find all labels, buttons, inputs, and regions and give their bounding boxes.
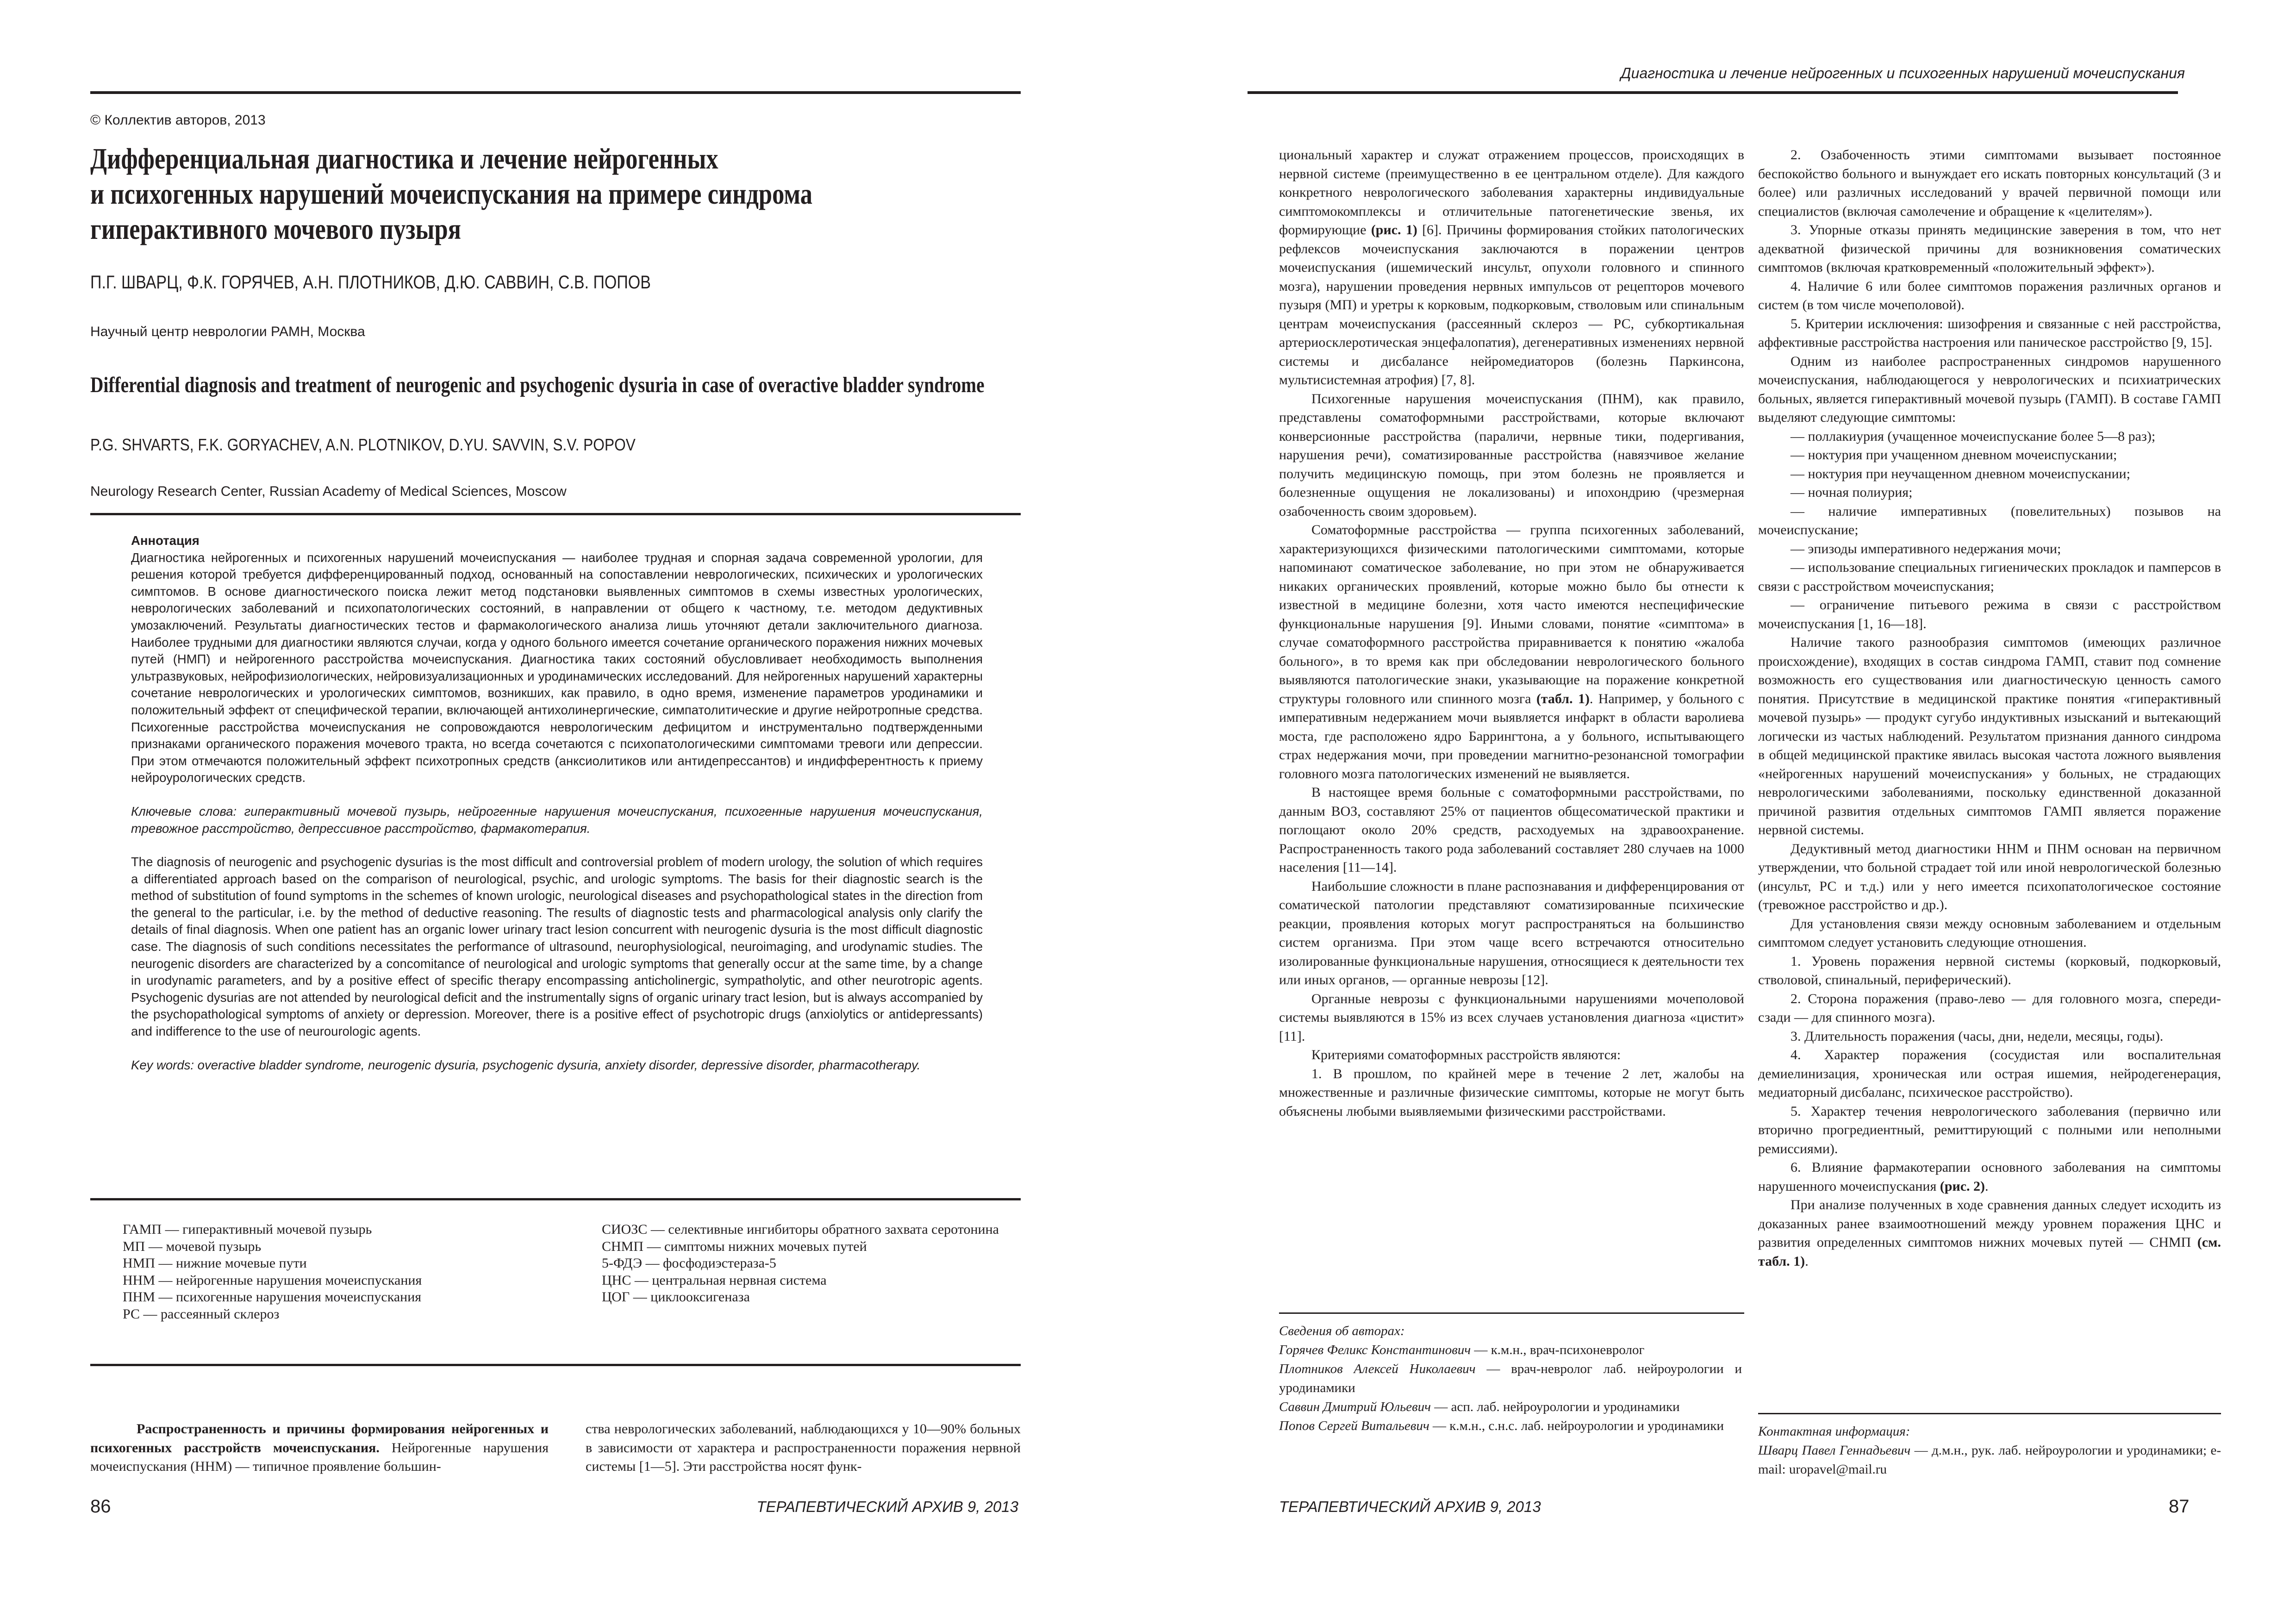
symptom-item: — поллакиурия (учащенное мочеиспускание более 5—8 раз); <box>1791 428 2156 444</box>
keywords-ru: Ключевые слова: гиперактивный мочевой пузырь, нейрогенные нарушения мочеиспускания, психогенные нарушения мочеиспускания, тревожное расстройство, депрессивное расстройство, фармакотерапия. <box>131 804 983 836</box>
body-column-2 <box>586 1420 1021 1476</box>
paragraph: В настоящее время больные с соматоформными расстройствами, по данным ВОЗ, составляют 25% от пациентов общесоматической практики и поглощают около 20% средств, расходуемых на здравоохранение. Распространенность такого рода заболеваний составляет 280 случаев на 1000 населения [11—14]. <box>1279 785 1744 875</box>
relation-item: 6. Влияние фармакотерапии основного заболевания на симптомы нарушенного мочеиспускания (рис. 2). <box>1758 1160 2221 1194</box>
journal-footer: ТЕРАПЕВТИЧЕСКИЙ АРХИВ 9, 2013 <box>756 1498 1018 1515</box>
contact-heading: Контактная информация: <box>1758 1424 1910 1439</box>
symptom-item: — ноктурия при неучащенном дневном мочеиспускании; <box>1791 466 2130 481</box>
paragraph: циональный характер и служат отражением процессов, происходящих в нервной системе (преимущественно в ее центральном отделе). Для каждого конкретного неврологического заболевания характерны индивидуальные симптомокомплексы и отличительные патогенетические звенья, их формирующие (рис. 1) [6]. Причины формирования стойких патологических рефлексов мочеиспускания заключаются в поражении центров мочеиспускания (ишемический инсульт, опухоли головного и спинного мозга), нарушении проведения нервных импульсов от рецепторов мочевого пузыря (МП) и уретры к корковым, подкорковым, стволовым или спинальным центрам мочеиспускания (рассеянный склероз — РС, субкортикальная артериосклеротическая энцефалопатия), дегенеративных изменениях нервной системы и дисбалансе нейромедиаторов (болезнь Паркинсона, мультисистемная атрофия) [7, 8]. <box>1279 147 1745 387</box>
abbreviation-item: ННМ — нейрогенные нарушения мочеиспускания <box>123 1272 422 1288</box>
author-entry: Саввин Дмитрий Юльевич — асп. лаб. нейроурологии и уродинамики <box>1279 1399 1680 1414</box>
section-heading: Распространенность и причины формирования нейрогенных и психогенных расстройств мочеиспускания. <box>90 1421 549 1455</box>
relation-item: 3. Длительность поражения (часы, дни, недели, месяцы, годы). <box>1791 1028 2164 1044</box>
author-entry: Горячев Феликс Константинович — к.м.н., врач-психоневролог <box>1279 1343 1645 1357</box>
abbreviation-item: РС — рассеянный склероз <box>123 1306 280 1322</box>
contact-entry: Шварц Павел Геннадьевич — д.м.н., рук. лаб. нейроурологии и уродинамики; e-mail: uropavel@mail.ru <box>1758 1443 2221 1477</box>
journal-footer: ТЕРАПЕВТИЧЕСКИЙ АРХИВ 9, 2013 <box>1279 1498 1541 1515</box>
paragraph: Наибольшие сложности в плане распознавания и дифференцирования от соматической патологии представляют соматизированные психические реакции, проявления которых могут распространяться на большинство систем организма. При этом чаще всего встречаются относительно изолированные функциональные нарушения, относящиеся к деятельности тех или иных органов, — органные неврозы [12]. <box>1279 878 1744 987</box>
criteria-item: 1. В прошлом, по крайней мере в течение 2 лет, жалобы на множественные и различные физические симптомы, которые не могут быть объяснены любыми выявляемыми физическими расстройствами. <box>1279 1066 1744 1119</box>
title-line: Дифференциальная диагностика и лечение нейрогенных <box>90 142 718 175</box>
symptom-item: — наличие императивных (повелительных) позывов на мочеиспускание; <box>1758 503 2221 537</box>
relation-item: 4. Характер поражения (сосудистая или воспалительная демиелинизация, хроническая или острая ишемия, нейродегенерация, медиаторный дисбаланс, психическое расстройство). <box>1758 1047 2221 1100</box>
table-ref: (см. табл. 1) <box>1758 1235 2221 1269</box>
symptom-item: — ограничение питьевого режима в связи с расстройством мочеиспускания [1, 16—18]. <box>1758 597 2221 631</box>
page-number: 86 <box>90 1496 111 1517</box>
page-number: 87 <box>2169 1496 2190 1517</box>
affiliation-en: Neurology Research Center, Russian Academy of Medical Sciences, Moscow <box>90 484 567 499</box>
abstract-en: The diagnosis of neurogenic and psychogenic dysurias is the most difficult and controversial problem of modern urology, the solution of which requires a differentiated approach based on the comparison of neurological, psychic, and urologic symptoms. The basis for their diagnostic search is the method of substitution of found symptoms in the schemes of known urologic, neurological diseases and psychopathological states in the direction from the general to the particular, i.e. by the method of deductive reasoning. The results of diagnostic tests and pharmacological analysis only clarify the details of final diagnosis. When one patient has an organic lower urinary tract lesion concurrent with neurogenic dysuria is the most difficult diagnostic case. The diagnosis of such conditions necessitates the performance of ultrasound, neurophysiological, neuroimaging, and urodynamic studies. The neurogenic disorders are characterized by a concomitance of neurological and urologic symptoms that generally occur at the same time, by a change in urodynamic parameters, and by a positive effect of specific therapy encompassing anticholinergic, sympatholytic, and other neurotropic agents. Psychogenic dysurias are not attended by neurological deficit and the instrumentally signs of organic urinary tract lesion, but is always accompanied by the psychopathological symptoms of anxiety or depression. Moreover, there is a positive effect of psychotropic drugs (anxiolytics or antidepressants) and indifference to the use of neurourologic agents. <box>131 855 983 1039</box>
body-column-1 <box>1279 146 1744 1121</box>
top-rule <box>90 91 1021 94</box>
criteria-item: 3. Упорные отказы принять медицинские заверения в том, что нет адекватной физической причины для возникновения соматических симптомов (включая кратковременный «положительный эффект»). <box>1758 222 2221 275</box>
body-text: Нейрогенные нарушения мочеиспускания (ННМ) — типичное проявление большин- <box>90 1440 549 1474</box>
abbreviation-item: НМП — нижние мочевые пути <box>123 1255 307 1271</box>
authors-info-rule <box>1279 1312 1744 1314</box>
abbreviation-item: МП — мочевой пузырь <box>123 1238 262 1254</box>
keywords-en: Key words: overactive bladder syndrome, neurogenic dysuria, psychogenic dysuria, anxiety disorder, depressive disorder, pharmacotherapy. <box>131 1057 921 1072</box>
top-rule <box>1248 91 2178 94</box>
paragraph: Органные неврозы с функциональными нарушениями мочеполовой системы выявляются в 15% из всех случаев установления диагноза «цистит» [11]. <box>1279 991 1744 1044</box>
running-head: Диагностика и лечение нейрогенных и психогенных нарушений мочеиспускания <box>1621 65 2185 81</box>
abstract-heading: Аннотация <box>131 533 200 548</box>
abbreviations-list-right <box>602 1221 1018 1306</box>
authors-en: P.G. SHVARTS, F.K. GORYACHEV, A.N. PLOTNIKOV, D.YU. SAVVIN, S.V. POPOV <box>90 435 636 454</box>
author-entry: Плотников Алексей Николаевич — врач-невролог лаб. нейроурологии и уродинамики <box>1279 1362 1742 1395</box>
criteria-item: 4. Наличие 6 или более симптомов поражения различных органов и систем (в том числе мочеполовой). <box>1758 278 2221 312</box>
abbreviation-item: 5-ФДЭ — фосфодиэстераза-5 <box>602 1255 776 1271</box>
symptom-item: — ночная полиурия; <box>1791 485 1913 500</box>
copyright-line: © Коллектив авторов, 2013 <box>90 112 266 128</box>
relation-item: 2. Сторона поражения (право-лево — для головного мозга, спереди-сзади — для спинного мозга). <box>1758 991 2221 1025</box>
paragraph: Одним из наиболее распространенных синдромов нарушенного мочеиспускания, наблюдающегося у неврологических и психиатрических больных, является гиперактивный мочевой пузырь (ГАМП). В составе ГАМП выделяют следующие симптомы: <box>1758 353 2221 425</box>
title-line: гиперактивного мочевого пузыря <box>90 212 462 245</box>
abbreviation-item: ЦОГ — циклооксигеназа <box>602 1289 750 1305</box>
article-title-en: Differential diagnosis and treatment of neurogenic and psychogenic dysuria in case of overactive bladder syndrome <box>90 373 985 397</box>
affiliation-ru: Научный центр неврологии РАМН, Москва <box>90 324 365 339</box>
symptom-item: — эпизоды императивного недержания мочи; <box>1791 541 2061 556</box>
abbreviation-item: ГАМП — гиперактивный мочевой пузырь <box>123 1222 372 1237</box>
paragraph: При анализе полученных в ходе сравнения данных следует исходить из доказанных ранее взаимоотношений между уровнем поражения ЦНС и развития определенных симптомов нижних мочевых путей — СНМП (см. табл. 1). <box>1758 1197 2221 1269</box>
page-87 <box>1148 0 2296 1624</box>
abstract-bottom-rule <box>90 1198 1021 1200</box>
paragraph: Дедуктивный метод диагностики ННМ и ПНМ основан на первичном утверждении, что больной страдает той или иной неврологической болезнью (инсульт, РС и т.д.) или у него имеется психопатологическое состояние (тревожное расстройство и др.). <box>1758 841 2221 912</box>
contact-info <box>1758 1422 2221 1479</box>
table-ref: (табл. 1) <box>1536 691 1590 706</box>
relation-item: 1. Уровень поражения нервной системы (корковый, подкорковый, стволовой, спинальный, периферический). <box>1758 953 2221 987</box>
paragraph: Наличие такого разнообразия симптомов (имеющих различное происхождение), входящих в состав синдрома ГАМП, ставит под сомнение возможность его существования или диагностическую ценность самого понятия. Присутствие в медицинской практике понятия «гиперактивный мочевой пузырь» — продукт сугубо индуктивных изысканий и вытекающий логически из частых наблюдений. Результатом признания данного синдрома в общей медицинской практике явилась высокая частота ложного выявления «нейрогенных нарушений мочеиспускания» у больных, не страдающих неврологическими заболеваниями, поскольку единственной доказанной причиной развития отдельных симптомов ГАМП является поражение нервной системы. <box>1758 635 2221 837</box>
body-column-2 <box>1758 146 2221 1271</box>
authors-info-heading: Сведения об авторах: <box>1279 1324 1405 1338</box>
paragraph: Психогенные нарушения мочеиспускания (ПНМ), как правило, представлены соматоформными расстройствами, которые включают конверсионные расстройства (параличи, нервные тики, подергивания, нарушения речи), соматизированные расстройства (навязчивое желание получить медицинскую помощь, при этом болезнь не проявляется и болезненные ощущения не локализованы) и ипохондрию (чрезмерная озабоченность своим здоровьем). <box>1279 391 1744 519</box>
abstract-ru: Диагностика нейрогенных и психогенных нарушений мочеиспускания — наиболее трудная и спорная задача современной урологии, для решения которой требуется дифференцированный подход, основанный на сопоставлении неврологических, психических и урологических симптомов. В основе диагностического поиска лежит метод подстановки выявленных симптомов в схемы известных урологических, неврологических заболеваний и психопатологических состояний, в направлении от общего к частному, т.е. методом дедуктивных умозаключений. Результаты диагностических тестов и фармакологического анализа лишь уточняют детали заключительного диагноза. Наиболее трудными для диагностики являются случаи, когда у одного больного имеется сочетание органического поражения нижних мочевых путей (НМП) и нейрогенного расстройства мочеиспускания. Диагностика таких состояний обусловливает необходимость выполнения ультразвуковых, нейрофизиологических, нейровизуализационных и уродинамических исследований. Для нейрогенных нарушений характерны сочетание неврологических и урологических симптомов, возникших, как правило, в одно время, изменение параметров уродинамики и положительный эффект от специфической терапии, включающей антихолинергические, симпатолитические и другие нейротропные средства. Психогенные расстройства мочеиспускания не сопровождаются неврологическим дефицитом и инструментально подтвержденными признаками органического поражения мочевого тракта, но всегда сочетаются с психопатологическими симптомами тревоги или депрессии. При этом отмечаются положительный эффект психотропных средств (анксиолитиков или антидепрессантов) и индифферентность к приему нейроурологических средств. <box>131 550 983 785</box>
abbreviation-item: ПНМ — психогенные нарушения мочеиспускания <box>123 1289 422 1305</box>
abbreviation-item: СНМП — симптомы нижних мочевых путей <box>602 1238 867 1254</box>
abbreviation-item: СИОЗС — селективные ингибиторы обратного захвата серотонина <box>602 1222 999 1237</box>
title-line: и психогенных нарушений мочеиспускания на примере синдрома <box>90 177 812 210</box>
body-text: ства неврологических заболеваний, наблюдающихся у 10—90% больных в зависимости от характера и распространенности поражения нервной системы [1—5]. Эти расстройства носят функ- <box>586 1421 1021 1474</box>
article-title-ru <box>90 141 1001 247</box>
abstract-block <box>131 532 983 1074</box>
contact-info-rule <box>1758 1413 2221 1414</box>
figure-ref: (рис. 2) <box>1940 1178 1985 1194</box>
criteria-item: 5. Критерии исключения: шизофрения и связанные с ней расстройства, аффективные расстройства настроения или паническое расстройство [9, 15]. <box>1758 316 2221 350</box>
symptom-item: — использование специальных гигиенических прокладок и памперсов в связи с расстройством мочеиспускания; <box>1758 560 2221 594</box>
authors-info <box>1279 1322 1742 1436</box>
symptom-item: — ноктурия при учащенном дневном мочеиспускании; <box>1791 447 2117 462</box>
paragraph: Критериями соматоформных расстройств являются: <box>1311 1047 1621 1062</box>
relation-item: 5. Характер течения неврологического заболевания (первично или вторично прогредиентный, ремиттирующий с полными или неполными ремиссиями). <box>1758 1103 2221 1156</box>
abbreviations-bottom-rule <box>90 1364 1021 1366</box>
figure-ref: (рис. 1) <box>1371 222 1417 237</box>
paragraph: Для установления связи между основным заболеванием и отдельным симптомом следует установить следующие отношения. <box>1758 916 2221 950</box>
abstract-top-rule <box>90 513 1021 515</box>
paragraph: Соматоформные расстройства — группа психогенных заболеваний, характеризующихся физическими патологическими симптомами, которые напоминают соматическое заболевание, но при этом не обнаруживается никаких органических проявлений, которые можно было бы отнести к известной в медицине болезни, хотя часто имеются неспецифические функциональные нарушения [9]. Иными словами, понятие «симптома» в случае соматоформного расстройства приравнивается к понятию «жалоба больного», в то время как при обследовании неврологического больного выявляются патологические знаки, указывающие на поражение конкретной структуры головного или спинного мозга (табл. 1). Например, у больного с императивным недержанием мочи выявляется инфаркт в области варолиева моста, где расположено ядро Баррингтона, а у больного, испытывающего страх недержания мочи, при проведении магнитно-резонансной томографии головного мозга патологических изменений не выявляется. <box>1279 522 1744 781</box>
author-entry: Попов Сергей Витальевич — к.м.н., с.н.с. лаб. нейроурологии и уродинамики <box>1279 1418 1724 1433</box>
abbreviations-list-left <box>123 1221 539 1323</box>
criteria-item: 2. Озабоченность этими симптомами вызывает постоянное беспокойство больного и вынуждает его искать повторных консультаций (3 и более) или различных исследований у врачей первичной помощи или специалистов (включая самолечение и обращение к «целителям»). <box>1758 147 2221 219</box>
authors-ru: П.Г. ШВАРЦ, Ф.К. ГОРЯЧЕВ, А.Н. ПЛОТНИКОВ, Д.Ю. САВВИН, С.В. ПОПОВ <box>90 272 651 293</box>
abbreviation-item: ЦНС — центральная нервная система <box>602 1272 827 1288</box>
body-column-1 <box>90 1420 549 1476</box>
